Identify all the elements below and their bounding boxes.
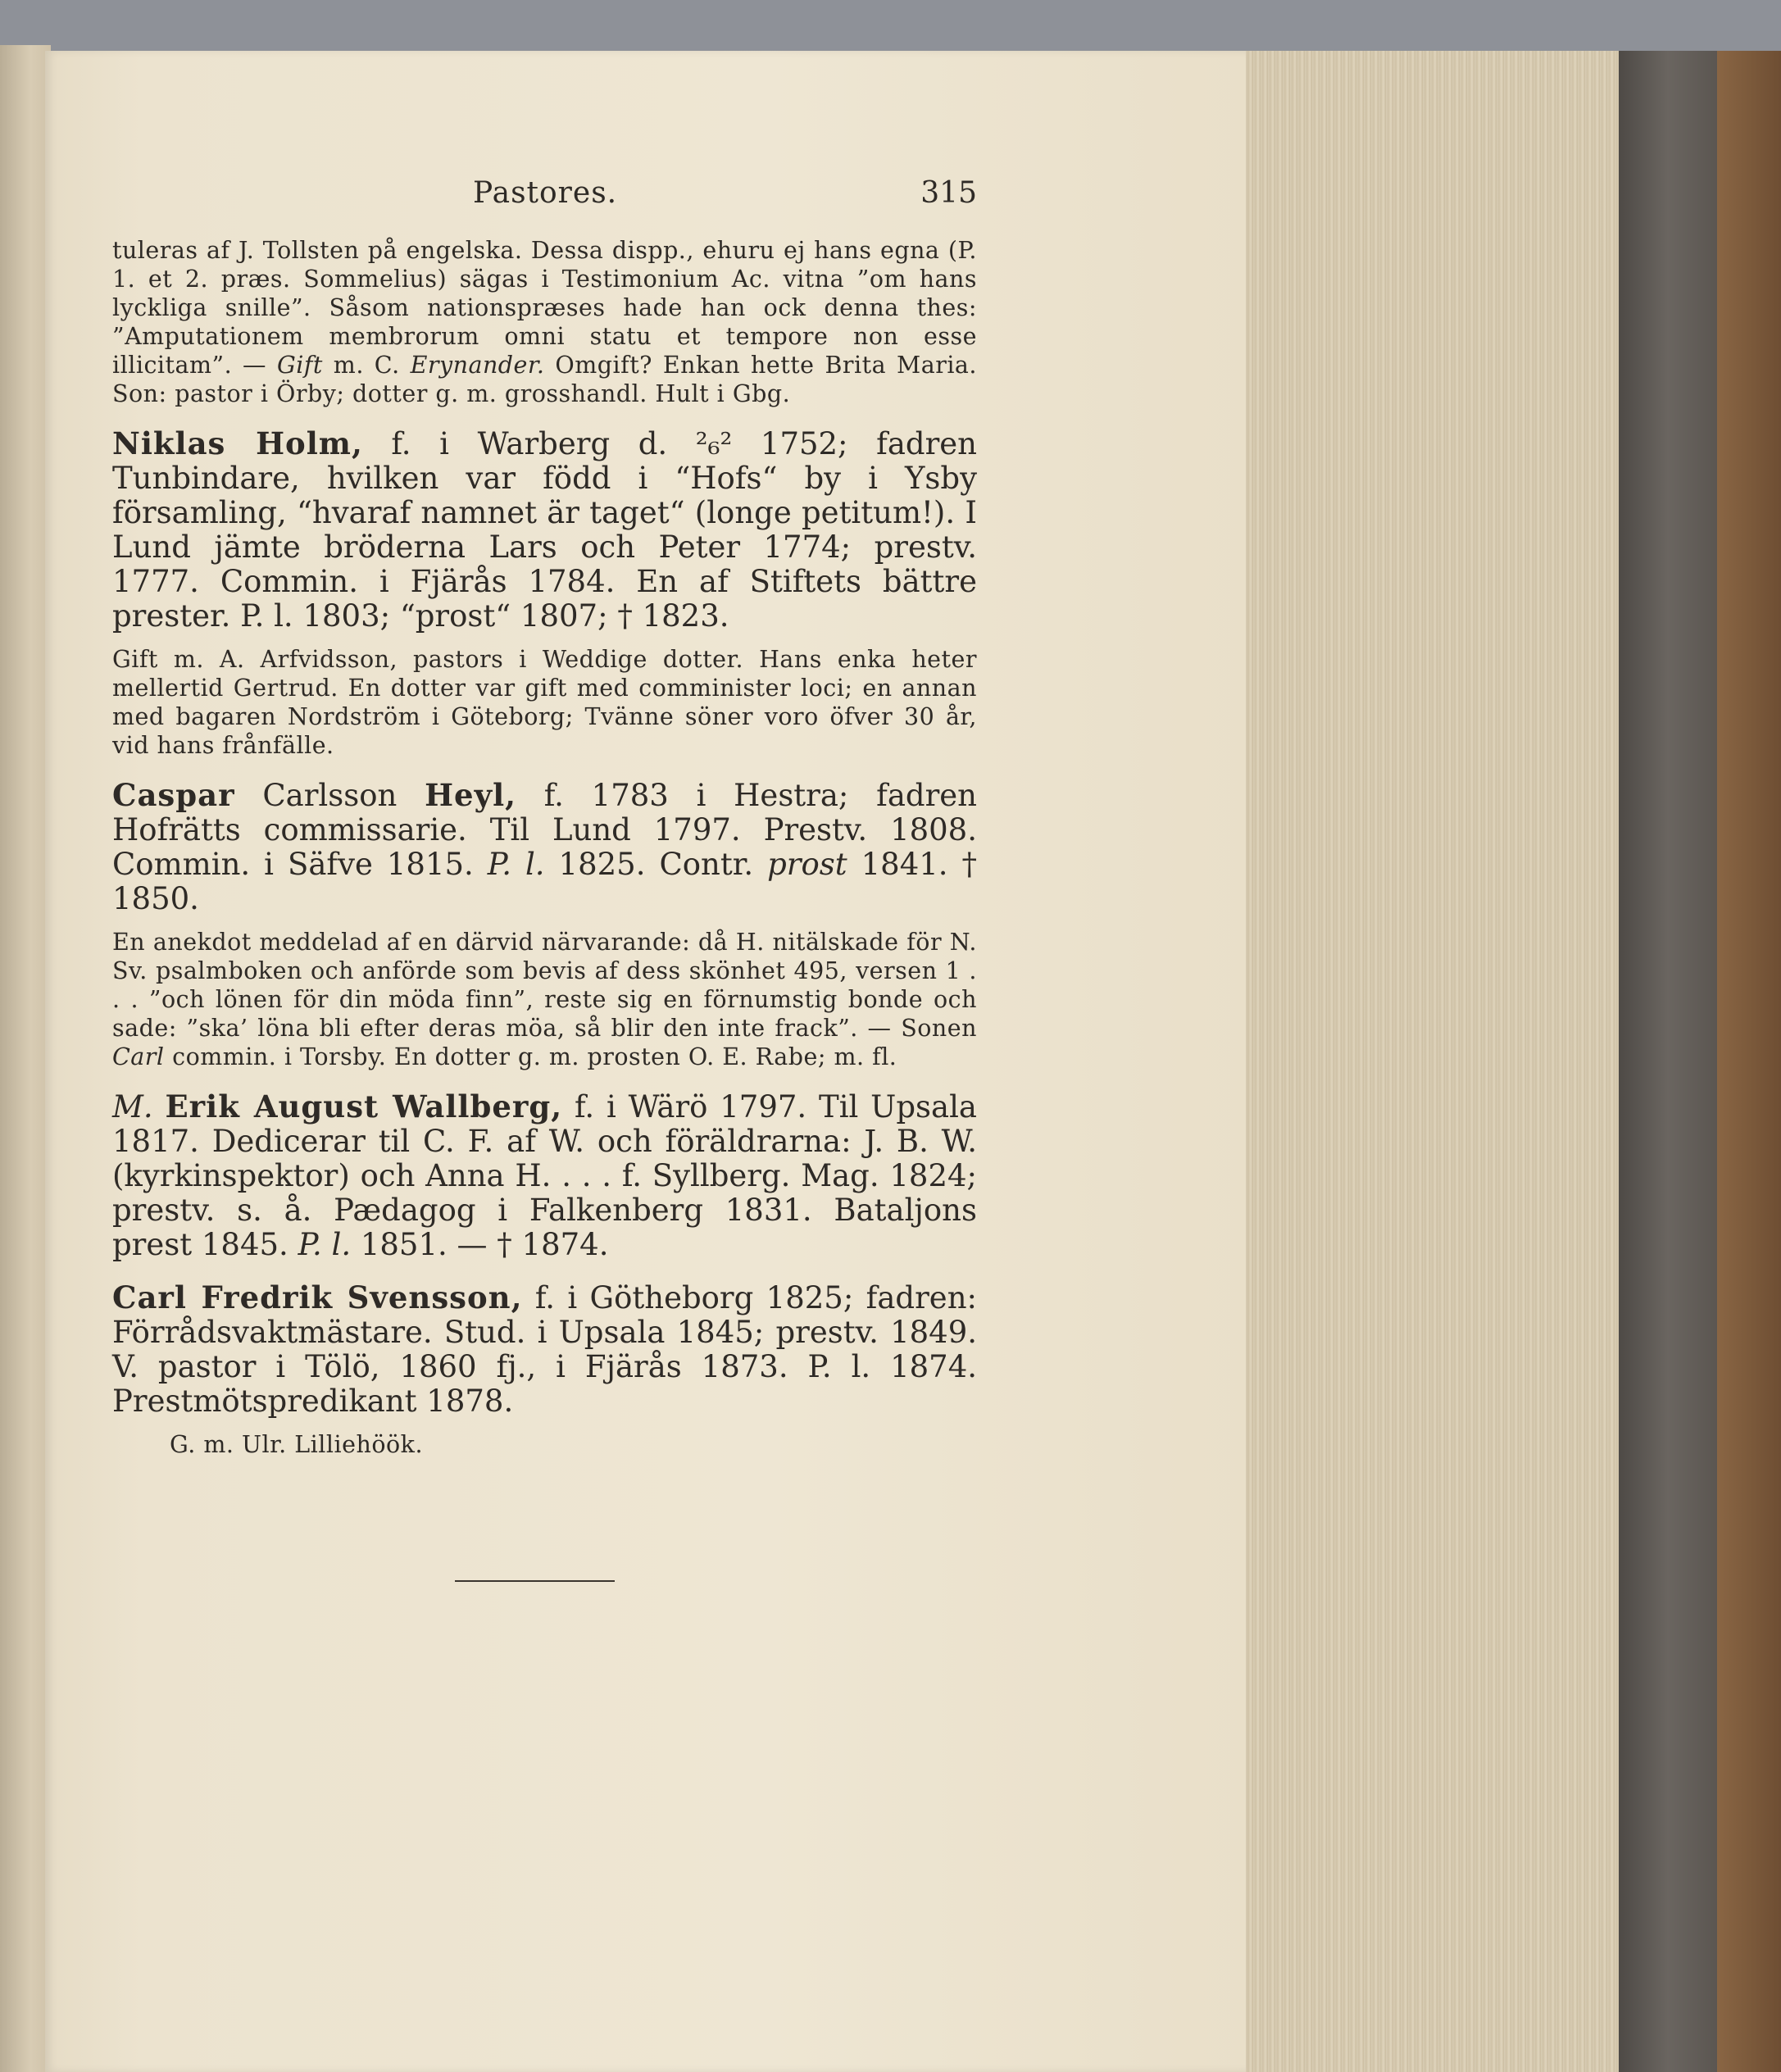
- continued-note: tuleras af J. Tollsten på engelska. Dessa dispp., ehuru ej hans egna (P. 1. et 2. præs. Sommelius) sägas i Testimonium Ac. vitna ”om hans lyckliga snille”. Såsom nationspræses hade han ock denna thes: ”Amputationem membrorum omni statu et tempore non esse illicitam”. — Gift m. C. Erynander. Omgift? Enkan hette Brita Maria. Son: pastor i Örby; dotter g. m. grosshandl. Hult i Gbg.: [112, 237, 977, 407]
- entry-name: Carl Fredrik Svensson,: [112, 1279, 523, 1315]
- page-text: [112, 156, 977, 1459]
- previous-page-edge: [0, 45, 51, 2072]
- entry-note: G. m. Ulr. Lilliehöök.: [170, 1431, 424, 1458]
- entry-name: Erik August Wallberg,: [165, 1088, 563, 1125]
- running-title: Pastores.: [473, 176, 618, 210]
- end-rule: [455, 1580, 615, 1582]
- entry-name: Niklas Holm,: [112, 425, 363, 461]
- entry-note: Gift m. A. Arfvidsson, pastors i Weddige dotter. Hans enka heter mellertid Gertrud. En dotter var gift med comminister loci; en annan med bagaren Nordström i Göteborg; Tvänne söner voro öfver 30 år, vid hans frånfälle.: [112, 646, 977, 759]
- running-header: [112, 156, 977, 221]
- entry-caspar-heyl: Caspar Carlsson Heyl, f. 1783 i Hestra; fadren Hofrätts commissarie. Til Lund 1797. Prestv. 1808. Commin. i Säfve 1815. P. l. 1825. Contr. prost 1841. † 1850.: [112, 777, 978, 916]
- entry-erik-wallberg: M. Erik August Wallberg, f. i Wärö 1797. Til Upsala 1817. Dedicerar til C. F. af W. och föräldrarna: J. B. W. (kyrkinspektor) och Anna H. . . . f. Syllberg. Mag. 1824; prestv. s. å. Pædagog i Falkenberg 1831. Bataljons prest 1845. P. l. 1851. — † 1874.: [112, 1088, 977, 1262]
- page-stack-edge: [1246, 51, 1619, 2072]
- page-number: 315: [920, 176, 977, 210]
- entry-note: En anekdot meddelad af en därvid närvarande: då H. nitälskade för N. Sv. psalmboken och anförde som bevis af dess skönhet 495, versen 1 . . . ”och lönen för din möda finn”, reste sig en förnumstig bonde och sade: ”ska’ löna bli efter deras möa, så blir den inte frack”. — Sonen Carl commin. i Torsby. En dotter g. m. prosten O. E. Rabe; m. fl.: [112, 929, 977, 1070]
- book-cover-shadow: [1619, 51, 1717, 2072]
- entry-niklas-holm: Niklas Holm, f. i Warberg d. ²₆² 1752; fadren Tunbindare, hvilken var född i “Hofs“ by i Ysby församling, “hvaraf namnet är taget“ (longe petitum!). I Lund jämte bröderna Lars och Peter 1774; prestv. 1777. Commin. i Fjärås 1784. En af Stiftets bättre prester. P. l. 1803; “prost“ 1807; † 1823.: [112, 425, 977, 634]
- entry-carl-svensson: Carl Fredrik Svensson, f. i Götheborg 1825; fadren: Förrådsvaktmästare. Stud. i Upsala 1845; prestv. 1849. V. pastor i Tölö, 1860 fj., i Fjärås 1873. P. l. 1874. Prestmötspredikant 1878.: [112, 1279, 977, 1419]
